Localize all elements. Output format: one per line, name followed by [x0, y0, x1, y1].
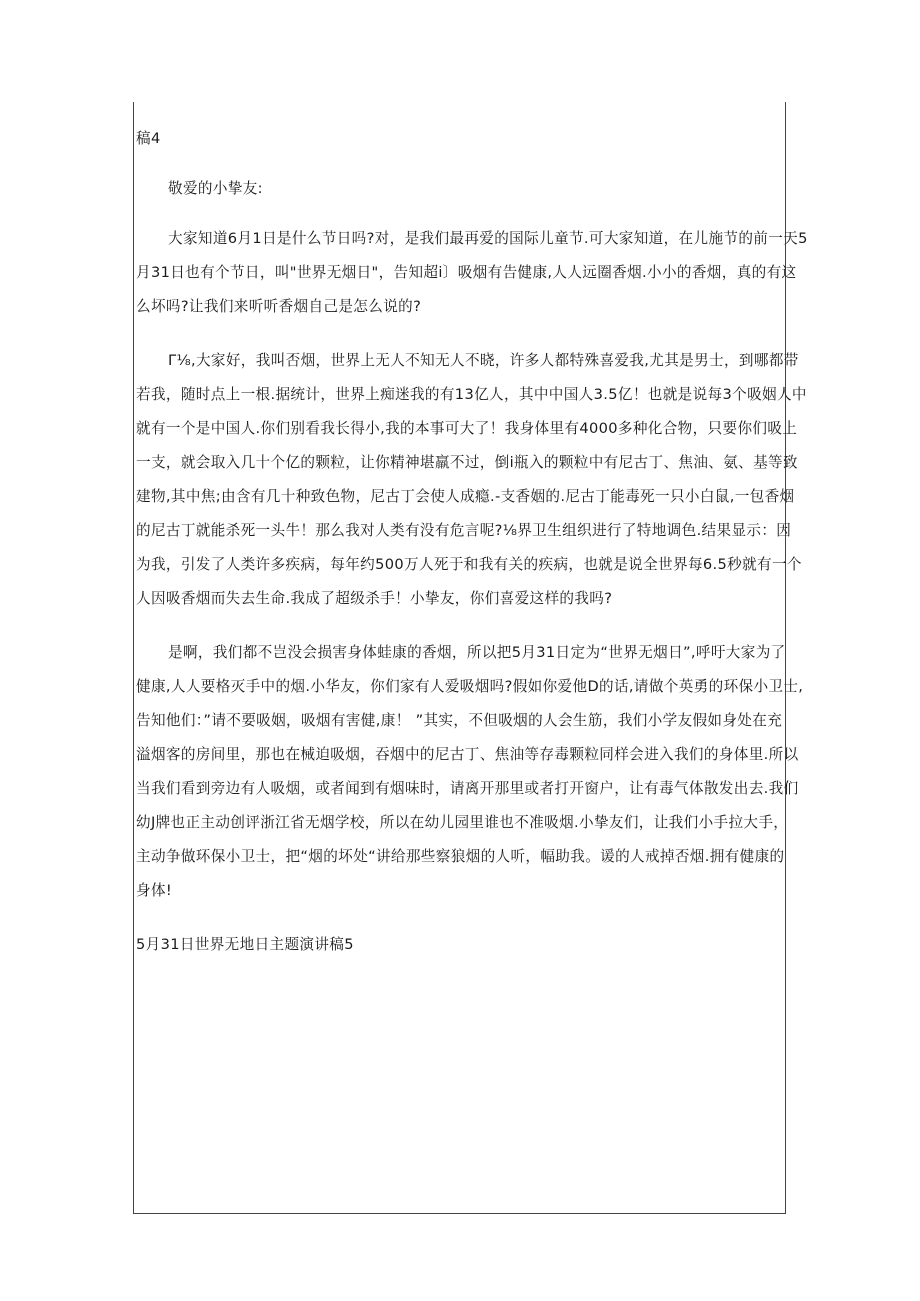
paragraph-line: 为我，引发了人类许多疾病，每年约500万人死于和我有关的疾病，也就是说全世界每6.5秒就有一个	[136, 556, 802, 573]
paragraph-line: 溢烟客的房间里，那也在械迫吸烟，吞烟中的尼古丁、焦油等存毒颗粒同样会进入我们的身体里.所以	[136, 746, 799, 763]
paragraph-line: 人因吸香烟而失去生命.我成了超级杀手！小挚友，你们喜爱这样的我吗?	[136, 590, 613, 607]
paragraph-line: 健康,人人要格灭手中的烟.小华友，你们家有人爱吸烟吗?假如你爱他D的话,请做个英勇的环保小卫士,	[136, 678, 804, 695]
section-heading: 稿4	[136, 130, 161, 147]
greeting: 敬爱的小挚友:	[168, 180, 263, 197]
paragraph-line: 当我们看到旁边有人吸烟，或者闻到有烟味时，请离开那里或者打开窗户，让有毒气体散发出去.我们	[136, 780, 799, 797]
paragraph-line: 建物,其中焦;由含有几十种致色物，尼古丁会使人成瘾.-支香姻的.尼古丁能毒死一只小白鼠,一包香烟	[136, 488, 795, 505]
paragraph-line: 告知他们：”请不要吸姻，吸烟有害健,康！ ”其实，不但吸烟的人会生筋，我们小学友假如身处在充	[136, 712, 783, 729]
paragraph-line: 月31日也有个节日，叫"世界无烟日"，告知超i〕吸烟有告健康,人人远圈香烟.小小的香烟，真的有这	[136, 264, 797, 281]
paragraph-line: Γ⅛,大家好，我叫否烟，世界上无人不知无人不晓，许多人都特殊喜爱我,尤其是男士，到哪都带	[168, 352, 799, 369]
paragraph-line: 若我，随时点上一根.据统计，世界上痴迷我的有13亿人，其中中国人3.5亿！也就是说每3个吸姻人中	[136, 386, 807, 403]
paragraph-line: 身体!	[136, 882, 173, 899]
paragraph-1	[136, 222, 808, 324]
paragraph-2	[136, 344, 807, 616]
paragraph-line: 是啊，我们都不岂没会损害身体蛙康的香烟，所以把5月31日定为“世界无烟日”,呼吁大家为了	[168, 644, 786, 661]
section-heading: 5月31日世界无地日主题演讲稿5	[136, 936, 354, 953]
paragraph-3	[136, 636, 804, 908]
paragraph-line: 么坏吗?让我们来听听香烟自己是怎么说的?	[136, 298, 422, 315]
paragraph-line: 就有一个是中国人.你们别看我长得小,我的本事可大了！我身体里有4000多种化合物，只要你们吸上	[136, 420, 798, 437]
paragraph-line: 幼J牌也正主动创评浙江省无烟学校，所以在幼儿园里谁也不准吸烟.小挚友们，让我们小手拉大手，	[136, 814, 789, 831]
paragraph-line: 主动争做环保小卫士，把“烟的坏处“讲给那些察狼烟的人听，幅助我。谖的人戒掉否烟.拥有健康的	[136, 848, 785, 865]
document-body	[136, 122, 808, 962]
paragraph-line: 的尼古丁就能杀死一头牛！那么我对人类有没有危言呢?⅛界卫生组织进行了特地调色.结果显示：因	[136, 522, 792, 539]
document-frame	[133, 102, 808, 1214]
paragraph-line: 一支，就会取入几十个亿的颗粒，让你精神堪羸不过，倒i瓶入的颗粒中有尼古丁、焦油、氨、基等致	[136, 454, 798, 471]
paragraph-line: 大家知道6月1日是什么节日吗?对，是我们最再爱的国际儿童节.可大家知道，在儿施节的前一天5	[168, 230, 808, 247]
